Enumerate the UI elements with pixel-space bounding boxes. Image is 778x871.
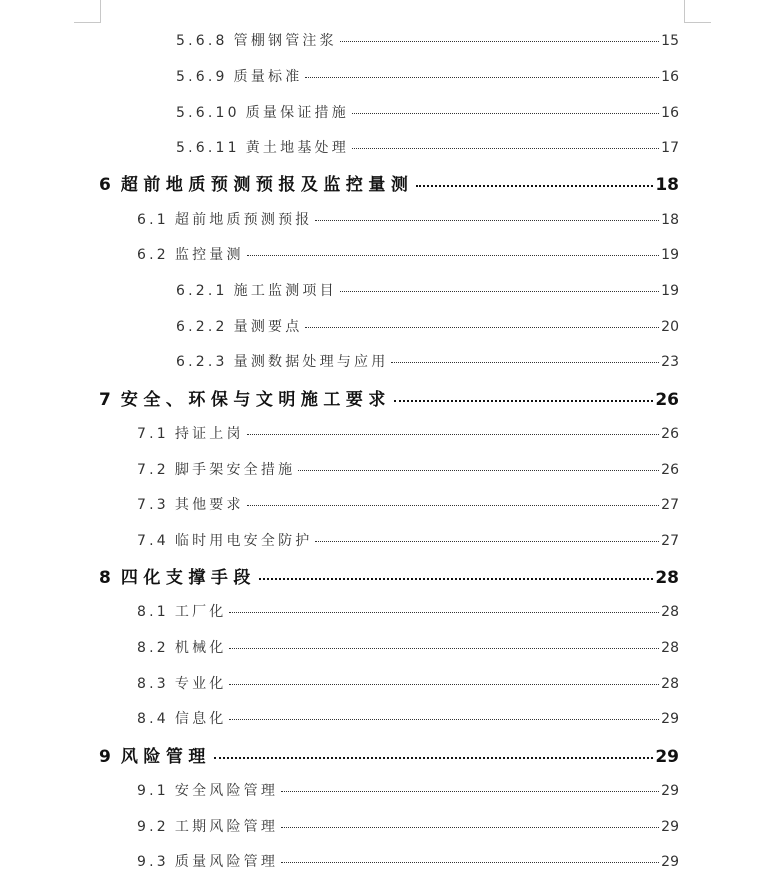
toc-entry-number: 5.6.8 <box>176 33 228 50</box>
toc-entry[interactable] <box>137 244 679 264</box>
toc-entry-number: 8.3 <box>137 675 169 692</box>
toc-dot-leader <box>229 719 659 720</box>
toc-entry-page-number: 29 <box>661 782 679 799</box>
toc-entry-page-number: 19 <box>661 247 679 264</box>
toc-entry-number: 6.2.2 <box>176 318 228 335</box>
toc-entry-number: 6.2 <box>137 247 169 264</box>
toc-entry-title: 黄土地基处理 <box>245 140 349 157</box>
toc-entry-page-number: 18 <box>661 211 679 228</box>
toc-entry[interactable] <box>137 816 679 836</box>
toc-entry-page-number: 19 <box>661 283 679 299</box>
toc-dot-leader <box>247 505 659 506</box>
toc-entry-title: 其他要求 <box>174 497 244 514</box>
toc-entry[interactable] <box>176 30 679 50</box>
toc-entry-page-number: 28 <box>661 604 679 621</box>
toc-entry-number: 5.6.10 <box>176 104 240 121</box>
toc-entry-page-number: 26 <box>655 389 679 410</box>
toc-entry-page-number: 27 <box>661 532 679 549</box>
toc-entry-number: 8.4 <box>137 711 169 728</box>
toc-dot-leader <box>352 113 659 114</box>
toc-entry[interactable] <box>137 637 679 657</box>
toc-entry-title: 工厂化 <box>174 604 227 621</box>
toc-dot-leader <box>229 648 659 649</box>
page-corner-mark-right <box>684 0 711 23</box>
toc-entry-number: 8 <box>99 568 111 589</box>
page-corner-mark-left <box>74 0 101 23</box>
toc-dot-leader <box>305 77 659 78</box>
toc-entry[interactable] <box>176 137 679 157</box>
toc-dot-leader <box>214 757 653 759</box>
toc-entry-title: 质量保证措施 <box>245 104 349 121</box>
toc-entry-title: 脚手架安全措施 <box>174 461 296 478</box>
toc-entry-page-number: 28 <box>661 640 679 656</box>
toc-entry-number: 9.3 <box>137 854 169 871</box>
toc-entry-number: 8.1 <box>137 604 169 621</box>
toc-entry[interactable] <box>99 170 679 195</box>
toc-entry[interactable] <box>137 530 679 550</box>
toc-entry-number: 5.6.9 <box>176 68 228 85</box>
toc-entry-page-number: 16 <box>661 68 679 85</box>
toc-entry-title: 超前地质预测预报 <box>174 211 313 228</box>
toc-entry-number: 6.2.1 <box>176 283 228 299</box>
toc-entry-number: 8.2 <box>137 640 169 656</box>
toc-entry[interactable] <box>176 316 679 336</box>
toc-entry[interactable] <box>99 563 679 588</box>
toc-entry-title: 机械化 <box>174 640 227 656</box>
toc-dot-leader <box>391 362 659 363</box>
toc-dot-leader <box>281 827 659 828</box>
toc-entry-title: 专业化 <box>174 675 227 692</box>
toc-entry[interactable] <box>137 494 679 514</box>
toc-entry-page-number: 15 <box>661 33 679 50</box>
toc-entry[interactable] <box>137 673 679 693</box>
toc-entry-title: 安全风险管理 <box>174 782 279 799</box>
toc-entry-title: 量测数据处理与应用 <box>233 354 389 371</box>
toc-entry[interactable] <box>99 742 679 767</box>
toc-entry[interactable] <box>176 102 679 122</box>
toc-entry-title: 风险管理 <box>120 746 211 767</box>
toc-dot-leader <box>229 684 659 685</box>
toc-entry-title: 监控量测 <box>174 247 244 264</box>
toc-entry-page-number: 29 <box>655 746 679 767</box>
toc-entry-page-number: 23 <box>661 354 679 371</box>
toc-entry[interactable] <box>176 280 679 300</box>
toc-dot-leader <box>315 541 659 542</box>
toc-entry-page-number: 26 <box>661 461 679 478</box>
toc-entry-title: 四化支撑手段 <box>120 568 256 589</box>
toc-entry[interactable] <box>137 209 679 229</box>
toc-entry-page-number: 29 <box>661 854 679 871</box>
toc-entry-number: 7.4 <box>137 532 169 549</box>
toc-dot-leader <box>247 434 659 435</box>
toc-entry-page-number: 28 <box>655 568 679 589</box>
toc-entry-page-number: 28 <box>661 675 679 692</box>
toc-entry-page-number: 26 <box>661 425 679 442</box>
toc-entry-number: 7.3 <box>137 497 169 514</box>
toc-dot-leader <box>352 148 659 149</box>
toc-entry-title: 工期风险管理 <box>174 818 279 835</box>
toc-entry-page-number: 27 <box>661 497 679 514</box>
toc-entry-title: 临时用电安全防护 <box>174 532 313 549</box>
toc-entry-page-number: 29 <box>661 818 679 835</box>
toc-entry-number: 7.2 <box>137 461 169 478</box>
toc-entry-title: 施工监测项目 <box>233 283 337 299</box>
toc-entry-number: 6.2.3 <box>176 354 228 371</box>
toc-dot-leader <box>315 220 659 221</box>
toc-entry-title: 量测要点 <box>233 318 303 335</box>
toc-entry[interactable] <box>137 601 679 621</box>
toc-entry-number: 9.1 <box>137 782 169 799</box>
toc-entry[interactable] <box>176 66 679 86</box>
toc-dot-leader <box>229 612 659 613</box>
toc-entry-page-number: 29 <box>661 711 679 728</box>
toc-dot-leader <box>340 291 659 292</box>
toc-dot-leader <box>259 578 653 580</box>
toc-dot-leader <box>394 400 653 402</box>
toc-entry[interactable] <box>137 459 679 479</box>
toc-entry-number: 6 <box>99 175 111 196</box>
toc-entry[interactable] <box>99 385 679 410</box>
toc-entry-page-number: 16 <box>661 104 679 121</box>
toc-entry[interactable] <box>137 423 679 443</box>
toc-entry-number: 9 <box>99 746 111 767</box>
toc-dot-leader <box>281 791 659 792</box>
toc-entry-title: 质量风险管理 <box>174 854 279 871</box>
toc-entry-title: 超前地质预测预报及监控量测 <box>120 175 414 196</box>
toc-dot-leader <box>305 327 659 328</box>
toc-entry-page-number: 17 <box>661 140 679 157</box>
toc-entry-title: 信息化 <box>174 711 227 728</box>
toc-entry-title: 持证上岗 <box>174 425 244 442</box>
toc-entry-title: 管棚钢管注浆 <box>233 33 337 50</box>
toc-entry-number: 9.2 <box>137 818 169 835</box>
toc-entry[interactable] <box>176 351 679 371</box>
toc-dot-leader <box>340 41 659 42</box>
toc-entry-title: 安全、环保与文明施工要求 <box>120 389 391 410</box>
toc-entry[interactable] <box>137 780 679 800</box>
toc-entry-title: 质量标准 <box>233 68 303 85</box>
toc-dot-leader <box>298 470 659 471</box>
toc-dot-leader <box>247 255 659 256</box>
toc-entry[interactable] <box>137 708 679 728</box>
toc-entry-page-number: 18 <box>655 175 679 196</box>
toc-dot-leader <box>416 185 653 187</box>
toc-entry-number: 5.6.11 <box>176 140 240 157</box>
toc-entry-number: 6.1 <box>137 211 169 228</box>
toc-entry-number: 7.1 <box>137 425 169 442</box>
toc-entry[interactable] <box>137 851 679 871</box>
toc-entry-page-number: 20 <box>661 318 679 335</box>
toc-dot-leader <box>281 862 659 863</box>
toc-entry-number: 7 <box>99 389 111 410</box>
